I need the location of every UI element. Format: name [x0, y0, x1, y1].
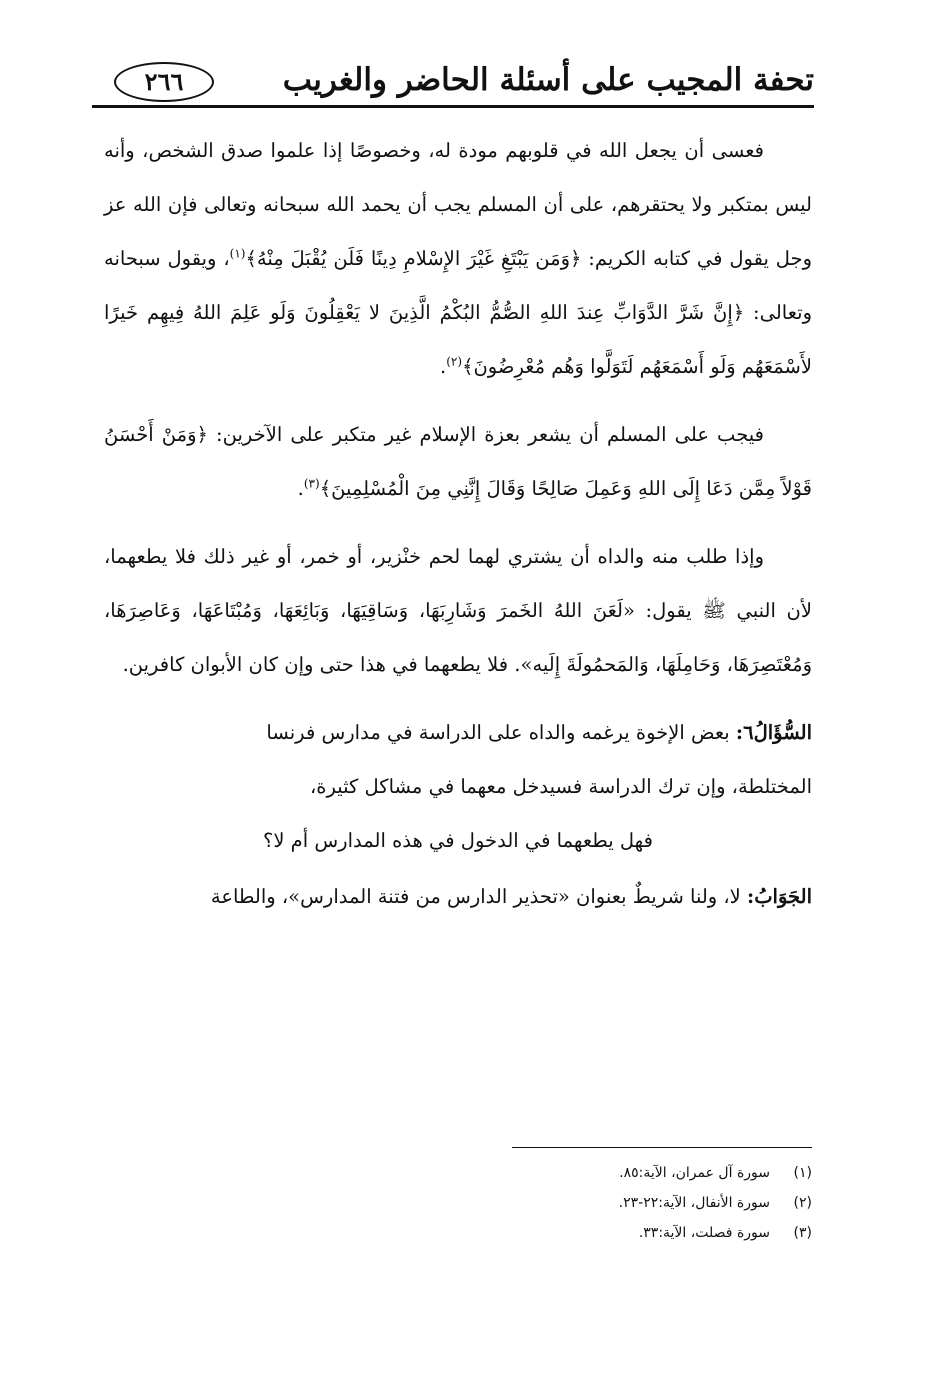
question-text-1: بعض الإخوة يرغمه والداه على الدراسة في مدارس فرنسا: [266, 721, 736, 744]
paragraph-2-end: .: [297, 477, 304, 500]
hadith-quote: «لَعَنَ اللهُ الخَمرَ وَشَارِبَهَا، وَسَاقِيَهَا، وَبَائِعَهَا، وَمُبْتَاعَهَا، وَعَاصِرَهَا، وَمُعْتَصِرَهَا، وَحَامِلَهَا، وَالمَحمُولَةَ إِلَيه»: [104, 599, 812, 676]
quran-quote-2: ﴿إِنَّ شَرَّ الدَّوَابِّ عِندَ اللهِ الصُّمُّ البُكْمُ الَّذِينَ لا يَعْقِلُونَ وَلَو عَلِمَ اللهُ فِيهِم خَيرًا لأَسْمَعَهُم وَلَو أَسْمَعَهُم لَتَوَلَّوا وَهُم مُعْرِضُونَ﴾: [104, 301, 812, 378]
footnote-separator: [512, 1147, 812, 1148]
page-header: [92, 58, 814, 108]
answer-line: [104, 870, 812, 924]
page-number-frame: [114, 62, 214, 102]
footnote-item: [312, 1218, 812, 1248]
footnote-item: [312, 1158, 812, 1188]
question-block: [104, 706, 812, 868]
footnote-ref-1: (١): [229, 246, 246, 261]
page-number: ٢٦٦: [144, 67, 184, 96]
paragraph-2: [104, 408, 812, 516]
footnote-ref-3: (٣): [303, 476, 320, 491]
question-label: السُّؤَالُ٦:: [735, 721, 812, 744]
footnote-text: سورة فصلت، الآية:٣٣.: [638, 1225, 770, 1241]
paragraph-3-text-a: وإذا طلب منه والداه أن يشتري لهما لحم خنْزير، أو خمر، أو غير ذلك فلا يطعهما، لأن النبي ﷺ يقول:: [104, 545, 812, 622]
paragraph-1-text-b: ، ويقول سبحانه وتعالى:: [104, 247, 813, 324]
footnotes: [312, 1158, 812, 1248]
paragraph-2-text: فيجب على المسلم أن يشعر بعزة الإسلام غير متكبر على الآخرين:: [207, 423, 764, 446]
quran-quote-3: ﴿وَمَنْ أَحْسَنُ قَوْلاً مِمَّن دَعَا إِلَى اللهِ وَعَمِلَ صَالِحًا وَقَالَ إِنَّنِي مِنَ الْمُسْلِمِينَ﴾: [104, 423, 812, 500]
footnote-item: [312, 1188, 812, 1218]
paragraph-1-text-a: فعسى أن يجعل الله في قلوبهم مودة له، وخصوصًا إذا علموا صدق الشخص، وأنه ليس بمتكبر ولا يحتقرهم، على أن المسلم يجب أن يحمد الله سبحانه وتعالى فإن الله عز وجل يقول في كتابه الكريم:: [104, 139, 812, 270]
running-title: تحفة المجيب على أسئلة الحاضر والغريب: [282, 62, 814, 98]
footnote-text: سورة آل عمران، الآية:٨٥.: [619, 1165, 770, 1181]
paragraph-1: [104, 124, 812, 394]
quran-quote-1: ﴿وَمَن يَبْتَغِ غَيْرَ الإِسْلامِ دِينًا فَلَن يُقْبَلَ مِنْهُ﴾: [245, 247, 582, 270]
footnote-ref-2: (٢): [446, 354, 463, 369]
footnote-number: (٣): [793, 1225, 812, 1241]
question-line-3: فهل يطعهما في الدخول في هذه المدارس أم لا؟: [263, 829, 653, 852]
footnote-text: سورة الأنفال، الآية:٢٢-٢٣.: [618, 1195, 770, 1211]
paragraph-1-end: .: [440, 355, 447, 378]
header-rule: [92, 105, 814, 108]
question-line-2: المختلطة، وإن ترك الدراسة فسيدخل معهما في مشاكل كثيرة،: [310, 775, 812, 798]
footnote-number: (٢): [793, 1195, 812, 1211]
answer-text: لا، ولنا شريطٌ بعنوان «تحذير الدارس من فتنة المدارس»، والطاعة: [210, 885, 747, 908]
footnote-number: (١): [793, 1165, 812, 1181]
paragraph-3: [104, 530, 812, 692]
paragraph-3-text-b: . فلا يطعهما في هذا حتى وإن كان الأبوان كافرين.: [122, 653, 521, 676]
question-line-1: [104, 706, 812, 760]
main-text: [104, 124, 812, 924]
answer-label: الجَوَابُ:: [747, 885, 812, 908]
